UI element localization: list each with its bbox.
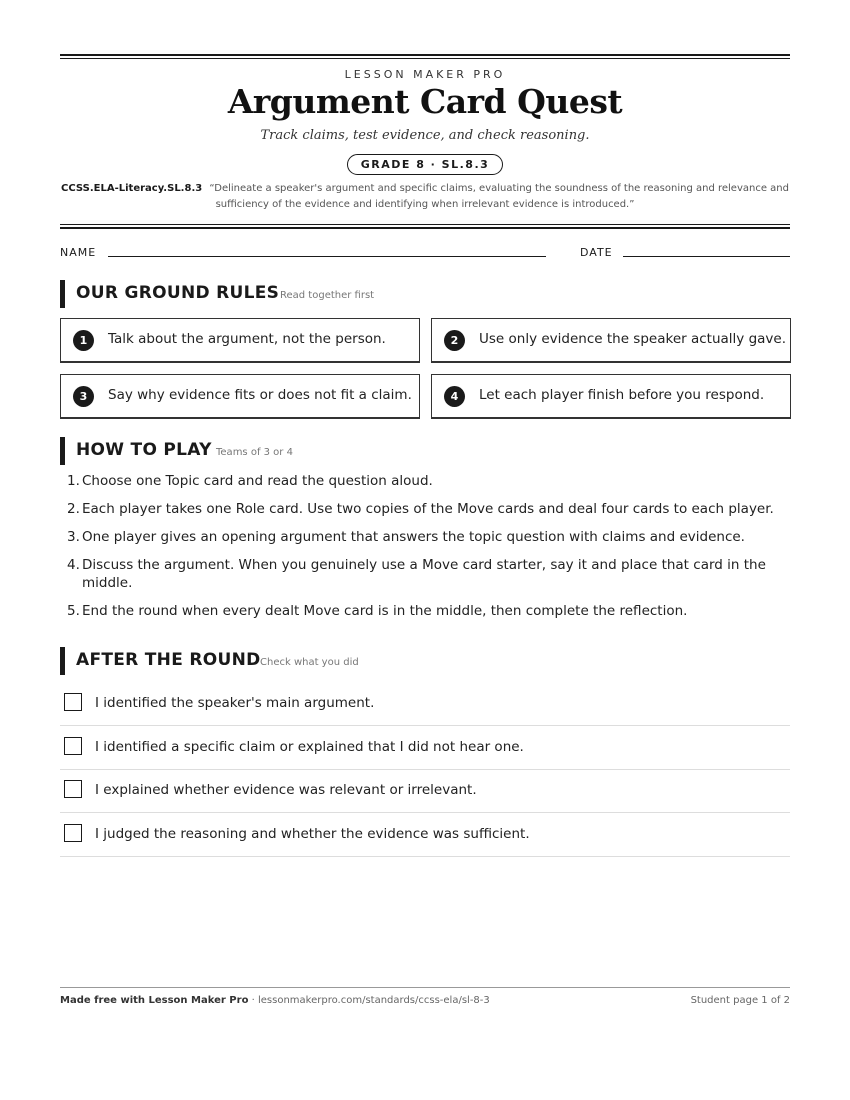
header-bottom-rule xyxy=(60,224,790,229)
reflection-check-row xyxy=(60,769,790,813)
rule-number: 4 xyxy=(444,386,465,407)
after-round-heading xyxy=(60,647,790,675)
reflection-checkbox[interactable] xyxy=(64,737,82,755)
page-title: Argument Card Quest xyxy=(227,82,623,121)
play-step xyxy=(60,472,790,490)
rule-text: Use only evidence the speaker actually gave. xyxy=(479,331,786,347)
reflection-check-row xyxy=(60,682,790,726)
rule-text: Let each player finish before you respond. xyxy=(479,387,765,403)
step-number: 4. xyxy=(67,557,80,573)
section-marker xyxy=(60,647,65,675)
footer-page-number: Student page 1 of 2 xyxy=(690,995,790,1006)
section-title: OUR GROUND RULES xyxy=(76,283,280,303)
play-step xyxy=(60,602,790,620)
header-top-rule xyxy=(60,54,790,59)
ground-rule-card xyxy=(60,374,420,419)
reflection-checkbox[interactable] xyxy=(64,780,82,798)
date-field[interactable] xyxy=(623,256,790,257)
play-step xyxy=(60,556,790,592)
section-note: Read together first xyxy=(280,290,375,301)
step-number: 1. xyxy=(67,473,80,489)
footer-made-with: Made free with Lesson Maker Pro xyxy=(60,995,249,1006)
section-note: Teams of 3 or 4 xyxy=(216,447,293,458)
rule-number: 2 xyxy=(444,330,465,351)
ground-rule-card xyxy=(60,318,420,363)
step-text: Choose one Topic card and read the question aloud. xyxy=(82,473,433,489)
standard-text: “Delineate a speaker's argument and specific claims, evaluating the soundness of the reasoning and relevance and sufficiency of the evidence and identifying when irrelevant evidence is introduced.” xyxy=(209,183,789,210)
reflection-checkbox[interactable] xyxy=(64,824,82,842)
reflection-text: I judged the reasoning and whether the evidence was sufficient. xyxy=(95,826,530,842)
play-step xyxy=(60,500,790,518)
page-subtitle: Track claims, test evidence, and check reasoning. xyxy=(260,128,590,143)
ground-rule-card xyxy=(431,374,791,419)
step-text: One player gives an opening argument that answers the topic question with claims and evidence. xyxy=(82,529,745,545)
ground-rules-heading xyxy=(60,280,790,308)
footer-separator: · xyxy=(248,995,258,1006)
reflection-text: I identified a specific claim or explained that I did not hear one. xyxy=(95,739,524,755)
reflection-check-row xyxy=(60,813,790,857)
standard-code: CCSS.ELA-Literacy.SL.8.3 xyxy=(61,183,203,194)
rule-text: Say why evidence fits or does not fit a claim. xyxy=(108,387,412,403)
rule-number: 1 xyxy=(73,330,94,351)
step-number: 5. xyxy=(67,603,80,619)
name-label: NAME xyxy=(60,246,97,259)
section-note: Check what you did xyxy=(260,657,359,668)
reflection-text: I explained whether evidence was relevant or irrelevant. xyxy=(95,782,477,798)
footer-url[interactable]: lessonmakerpro.com/standards/ccss-ela/sl-8-3 xyxy=(257,995,490,1006)
footer xyxy=(60,995,790,1006)
reflection-check-row xyxy=(60,726,790,770)
section-title: AFTER THE ROUND xyxy=(76,650,261,670)
step-number: 3. xyxy=(67,529,80,545)
ground-rule-card xyxy=(431,318,791,363)
worksheet-page xyxy=(60,0,790,1100)
brand-name: LESSON MAKER PRO xyxy=(344,68,506,81)
step-text: End the round when every dealt Move card is in the middle, then complete the reflection. xyxy=(82,603,688,619)
date-label: DATE xyxy=(580,246,613,259)
play-steps-list xyxy=(60,472,790,630)
reflection-checkbox[interactable] xyxy=(64,693,82,711)
rule-number: 3 xyxy=(73,386,94,407)
section-title: HOW TO PLAY xyxy=(76,440,212,460)
section-marker xyxy=(60,437,65,465)
step-text: Discuss the argument. When you genuinely use a Move card starter, say it and place that card in the middle. xyxy=(82,557,766,591)
rule-text: Talk about the argument, not the person. xyxy=(108,331,386,347)
step-text: Each player takes one Role card. Use two copies of the Move cards and deal four cards to each player. xyxy=(82,501,774,517)
name-field[interactable] xyxy=(108,256,546,257)
step-number: 2. xyxy=(67,501,80,517)
standard-statement xyxy=(60,181,790,213)
section-marker xyxy=(60,280,65,308)
grade-badge: GRADE 8 · SL.8.3 xyxy=(347,154,504,175)
how-to-play-heading xyxy=(60,437,790,465)
footer-rule xyxy=(60,987,790,988)
name-date-row xyxy=(60,246,790,260)
play-step xyxy=(60,528,790,546)
reflection-text: I identified the speaker's main argument. xyxy=(95,695,375,711)
grade-badge-wrap xyxy=(60,153,790,175)
